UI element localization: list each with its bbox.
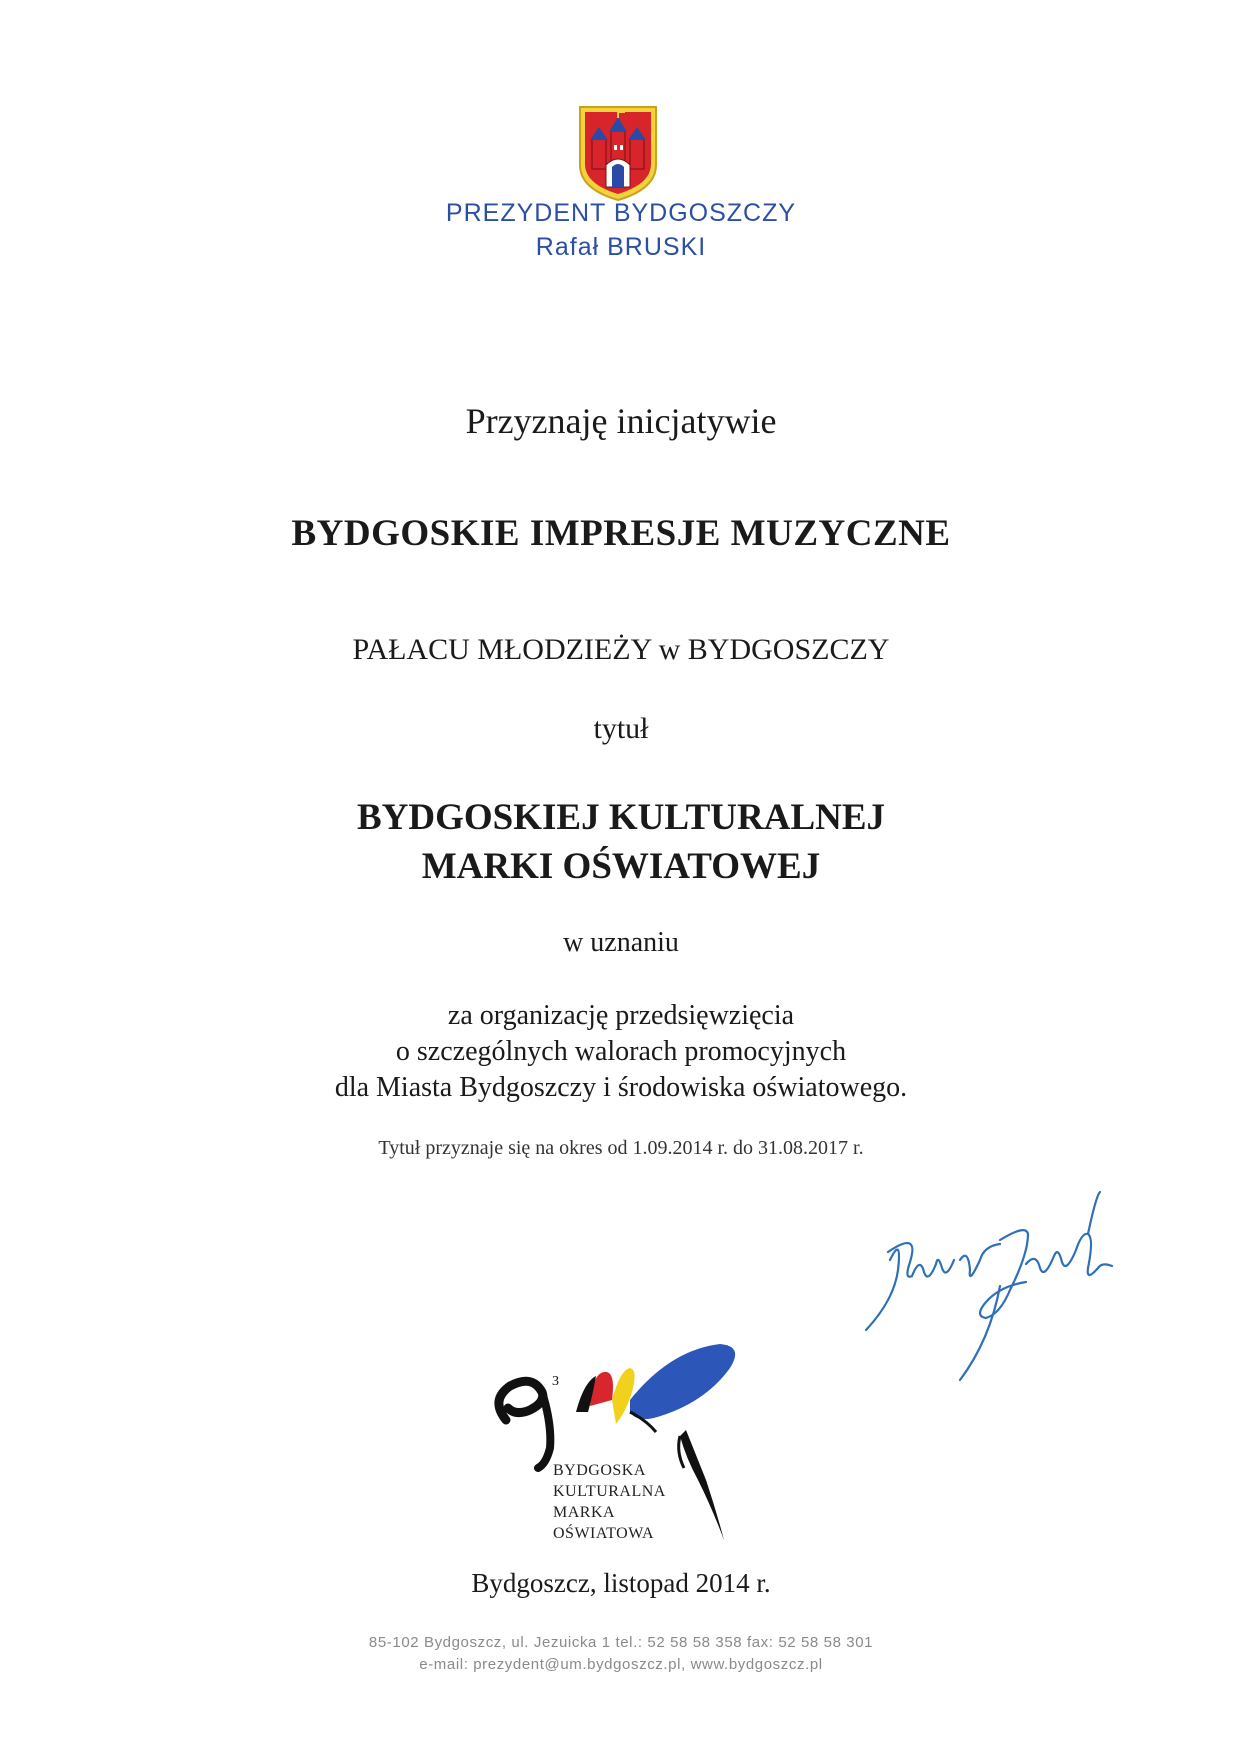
period-note: Tytuł przyznaje się na okres od 1.09.2014 r. do 31.08.2017 r. <box>378 1137 864 1159</box>
initiative-name: BYDGOSKIE IMPRESJE MUZYCZNE <box>291 513 951 554</box>
issuer-title: PREZYDENT BYDGOSZCZY <box>445 199 797 227</box>
issuer-name: Rafał BRUSKI <box>535 233 707 261</box>
footer-contact: e-mail: prezydent@um.bydgoszcz.pl, www.bydgoszcz.pl <box>419 1656 823 1673</box>
place-and-date: Bydgoszcz, listopad 2014 r. <box>471 1568 771 1598</box>
intro-text: Przyznaję inicjatywie <box>465 401 777 441</box>
title-line-1: BYDGOSKIEJ KULTURALNEJ <box>356 797 886 838</box>
institution-name: PAŁACU MŁODZIEŻY w BYDGOSZCZY <box>352 633 890 666</box>
brand-logo-text <box>553 1460 666 1544</box>
reason-line-3: dla Miasta Bydgoszczy i środowiska oświatowego. <box>334 1072 908 1103</box>
svg-text:3: 3 <box>552 1374 559 1389</box>
handwritten-signature-icon <box>850 1190 1170 1390</box>
footer-address: 85-102 Bydgoszcz, ul. Jezuicka 1 tel.: 52 58 58 358 fax: 52 58 58 301 <box>368 1634 874 1651</box>
title-word: tytuł <box>593 712 649 745</box>
brand-line-2: KULTURALNA <box>553 1483 666 1500</box>
recognition-text: w uznaniu <box>563 927 679 958</box>
brand-line-1: BYDGOSKA <box>553 1462 646 1479</box>
reason-line-2: o szczególnych walorach promocyjnych <box>395 1036 847 1067</box>
bydgoszcz-coat-of-arms-icon <box>576 103 660 203</box>
title-line-2: MARKI OŚWIATOWEJ <box>421 846 821 887</box>
reason-line-1: za organizację przedsięwzięcia <box>447 1000 795 1031</box>
brand-line-3: MARKA <box>553 1504 616 1521</box>
brand-line-4: OŚWIATOWA <box>553 1525 655 1542</box>
